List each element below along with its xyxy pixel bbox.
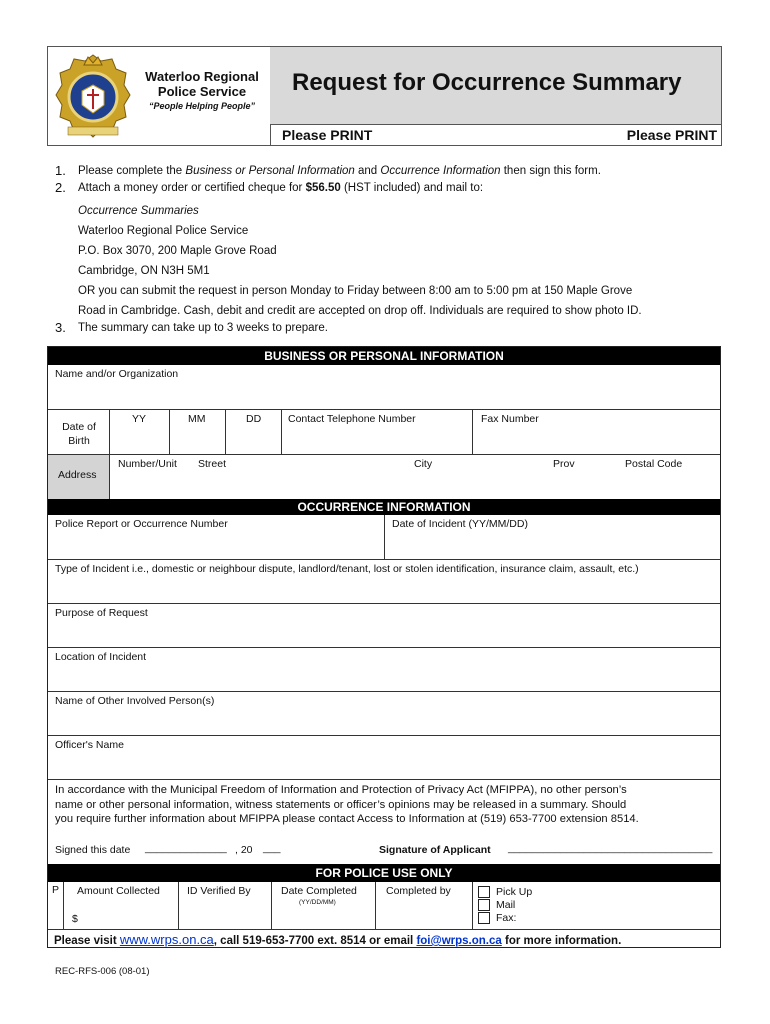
prov-label: Prov [553,458,575,470]
address-line: Occurrence Summaries [78,205,199,217]
other-persons-field[interactable] [48,692,720,736]
mfippa-text: name or other personal information, witness statements or officer’s opinions may be released in a summary. Should [55,798,627,811]
instruction-text: The summary can take up to 3 weeks to prepare. [78,322,328,334]
please-print-right: Please PRINT [626,127,717,143]
fax-label: Fax Number [481,413,539,425]
pickup-label: Pick Up [496,886,533,898]
officer-name-field[interactable] [48,736,720,780]
in-person-text: Road in Cambridge. Cash, debit and credit are accepted on drop off. Individuals are required to show photo ID. [78,305,642,317]
signed-date-blank[interactable]: ______________ [145,842,227,854]
police-p-label: P [52,884,60,896]
instruction-number: 3. [55,320,66,335]
print-row [270,124,721,145]
other-persons-label: Name of Other Involved Person(s) [55,695,215,707]
form-code: REC-RFS-006 (08-01) [55,966,150,977]
signed-date-label: Signed this date [55,844,131,856]
option-pickup[interactable] [478,886,532,899]
date-completed-label: Date Completed [281,885,357,897]
phone-label: Contact Telephone Number [288,413,416,425]
amount-collected-label: Amount Collected [77,885,160,897]
mail-checkbox[interactable] [478,899,490,911]
instruction-text: and [354,165,381,177]
instruction-text: Please complete the [78,165,186,177]
instruction-3 [55,321,745,339]
mailing-address [78,201,768,321]
address-line: Cambridge, ON N3H 5M1 [78,265,210,277]
dob-mm-field[interactable] [170,410,226,455]
fax-checkbox[interactable] [478,912,490,924]
signed-year-blank[interactable]: ___ [263,842,281,854]
dd-label: DD [246,413,262,425]
yy-label: YY [132,413,147,425]
incident-type-field[interactable] [48,560,720,604]
instruction-emphasis: Business or Personal Information [185,165,355,177]
completed-by-label: Completed by [386,885,451,897]
mm-label: MM [188,413,206,425]
please-print-left: Please PRINT [282,127,373,143]
mfippa-notice [55,783,715,827]
dob-yy-field[interactable] [110,410,170,455]
mfippa-text: you require further information about MFIPPA please contact Access to Information at (519) 653-7700 extension 8514. [55,813,639,825]
location-field[interactable] [48,648,720,692]
purpose-label: Purpose of Request [55,607,148,619]
footer-text: , call 519-653-7700 ext. 8514 or email [213,935,417,947]
number-unit-label: Number/Unit [118,458,177,470]
id-verified-label: ID Verified By [187,885,251,897]
street-label: Street [198,458,227,470]
police-use-heading: FOR POLICE USE ONLY [48,864,720,882]
id-verified-field[interactable] [179,882,272,930]
footer-text: Please visit [54,935,120,947]
instruction-2 [55,181,745,201]
fee-amount: $56.50 [305,182,341,194]
dob-label: Birth [68,435,90,447]
contact-footer [54,932,720,947]
officer-name-label: Officer's Name [55,739,124,751]
instruction-text: Attach a money order or certified cheque for [78,182,306,194]
phone-field[interactable] [282,410,473,455]
org-name-line2: Police Service [157,84,247,99]
option-mail[interactable] [478,899,532,912]
address-label-cell [48,455,110,499]
signature-line[interactable]: ___________________________________ [508,842,713,854]
date-format-hint: (YY/DD/MM) [299,899,336,906]
address-label: Address [58,469,97,481]
org-name-line1: Waterloo Regional [145,69,259,84]
in-person-text: OR you can submit the request in person Monday to Friday between 8:00 am to 5:00 pm at 150 Maple Grove [78,285,633,297]
postal-code-label: Postal Code [625,458,683,470]
form-body [47,346,721,948]
amount-collected-field[interactable] [64,882,179,930]
dollar-sign: $ [72,913,78,925]
form-title: Request for Occurrence Summary [292,69,682,96]
email-link[interactable]: foi@wrps.on.ca [416,935,502,947]
fax-field[interactable] [473,410,720,455]
police-crest-logo [54,51,132,141]
police-p-cell [48,882,64,930]
mail-label: Mail [496,899,516,911]
completed-by-field[interactable] [376,882,473,930]
website-link[interactable]: www.wrps.on.ca [119,932,214,947]
instruction-number: 1. [55,163,66,178]
city-label: City [414,458,433,470]
address-field[interactable] [110,455,720,499]
signature-row [55,844,715,858]
date-completed-field[interactable] [272,882,376,930]
report-number-field[interactable] [48,515,385,560]
instruction-1 [55,164,745,181]
instruction-emphasis: Occurrence Information [380,165,501,177]
fax-option-label: Fax: [496,912,517,924]
location-label: Location of Incident [55,651,147,663]
address-line: P.O. Box 3070, 200 Maple Grove Road [78,245,277,257]
instruction-text: (HST included) and mail to: [340,182,484,194]
incident-date-label: Date of Incident (YY/MM/DD) [392,518,528,530]
form-header [47,46,722,146]
org-tagline: “People Helping People” [148,101,256,111]
incident-type-label: Type of Incident i.e., domestic or neighbour dispute, landlord/tenant, lost or stolen identification, insurance claim, assault, etc.) [55,563,639,575]
signed-year-prefix: , 20 [235,844,253,856]
footer-text: for more information. [501,935,622,947]
name-label: Name and/or Organization [55,368,179,380]
dob-label-cell [48,410,110,455]
occurrence-section-heading: OCCURRENCE INFORMATION [48,499,720,515]
name-field[interactable] [48,365,720,410]
incident-date-field[interactable] [385,515,720,560]
pickup-checkbox[interactable] [478,886,490,898]
address-line: Waterloo Regional Police Service [78,225,249,237]
logo-cell [48,47,271,145]
title-cell [270,47,721,125]
instructions [55,164,745,339]
mfippa-text: In accordance with the Municipal Freedom of Information and Protection of Privacy Act (MFIPPA), no other person’s [55,784,627,796]
option-fax[interactable] [478,912,532,925]
business-section-heading: BUSINESS OR PERSONAL INFORMATION [48,347,720,365]
instruction-text: then sign this form. [500,165,601,177]
signature-label: Signature of Applicant [379,844,491,856]
dob-dd-field[interactable] [226,410,282,455]
dob-label: Date of [62,421,96,433]
instruction-number: 2. [55,180,66,195]
report-number-label: Police Report or Occurrence Number [55,518,228,530]
delivery-options [473,882,720,930]
purpose-field[interactable] [48,604,720,648]
